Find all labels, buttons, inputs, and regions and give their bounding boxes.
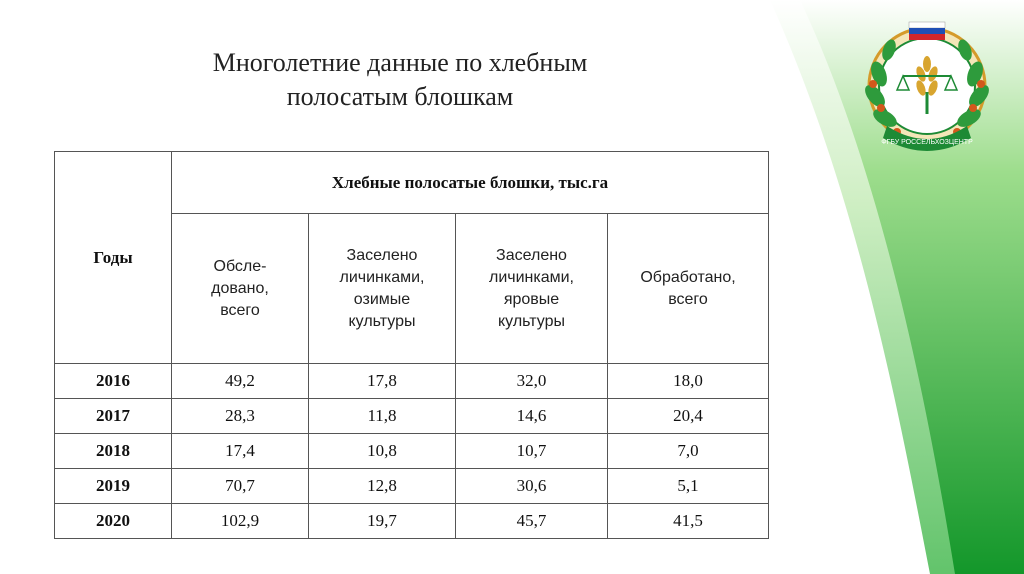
col-header-line: культуры [498,312,565,330]
value-cell: 102,9 [172,504,309,539]
value-cell: 17,4 [172,434,309,469]
value-cell: 20,4 [608,399,769,434]
col-header-line: личинками, [488,268,574,286]
col-header-treated [608,214,769,364]
col-header-winter-crops [309,214,456,364]
value-cell: 11,8 [309,399,456,434]
page-title [140,46,660,114]
year-cell: 2018 [55,434,172,469]
year-cell: 2020 [55,504,172,539]
flea-beetle-table [54,151,769,539]
value-cell: 14,6 [456,399,608,434]
value-cell: 49,2 [172,364,309,399]
col-header-line: Обработано, [640,268,736,286]
value-cell: 7,0 [608,434,769,469]
value-cell: 70,7 [172,469,309,504]
value-cell: 12,8 [309,469,456,504]
col-header-line: озимые [353,290,411,308]
table-row [55,504,769,539]
svg-text:ФГБУ РОССЕЛЬХОЗЦЕНТР: ФГБУ РОССЕЛЬХОЗЦЕНТР [881,139,973,146]
col-header-line: Заселено [496,246,567,264]
value-cell: 18,0 [608,364,769,399]
title-line-1: Многолетние данные по хлебным [212,48,588,77]
value-cell: 45,7 [456,504,608,539]
value-cell: 28,3 [172,399,309,434]
table-row [55,434,769,469]
col-header-surveyed [172,214,309,364]
value-cell: 5,1 [608,469,769,504]
rosselkhozcenter-emblem-icon [857,14,997,162]
table-row [55,364,769,399]
col-header-line: яровые [503,290,560,308]
title-line-2: полосатым блошкам [286,82,514,111]
table-row [55,469,769,504]
year-cell: 2017 [55,399,172,434]
value-cell: 30,6 [456,469,608,504]
year-cell: 2019 [55,469,172,504]
years-header: Годы [55,152,172,364]
value-cell: 10,7 [456,434,608,469]
value-cell: 32,0 [456,364,608,399]
table-row [55,399,769,434]
col-header-line: Обсле- [213,257,267,275]
group-header: Хлебные полосатые блошки, тыс.га [172,152,769,214]
col-header-line: личинками, [339,268,425,286]
col-header-line: довано, [211,279,269,297]
value-cell: 19,7 [309,504,456,539]
col-header-spring-crops [456,214,608,364]
year-cell: 2016 [55,364,172,399]
value-cell: 17,8 [309,364,456,399]
col-header-line: всего [668,290,708,308]
col-header-line: культуры [348,312,416,330]
value-cell: 10,8 [309,434,456,469]
value-cell: 41,5 [608,504,769,539]
col-header-line: всего [220,301,260,319]
col-header-line: Заселено [346,246,418,264]
